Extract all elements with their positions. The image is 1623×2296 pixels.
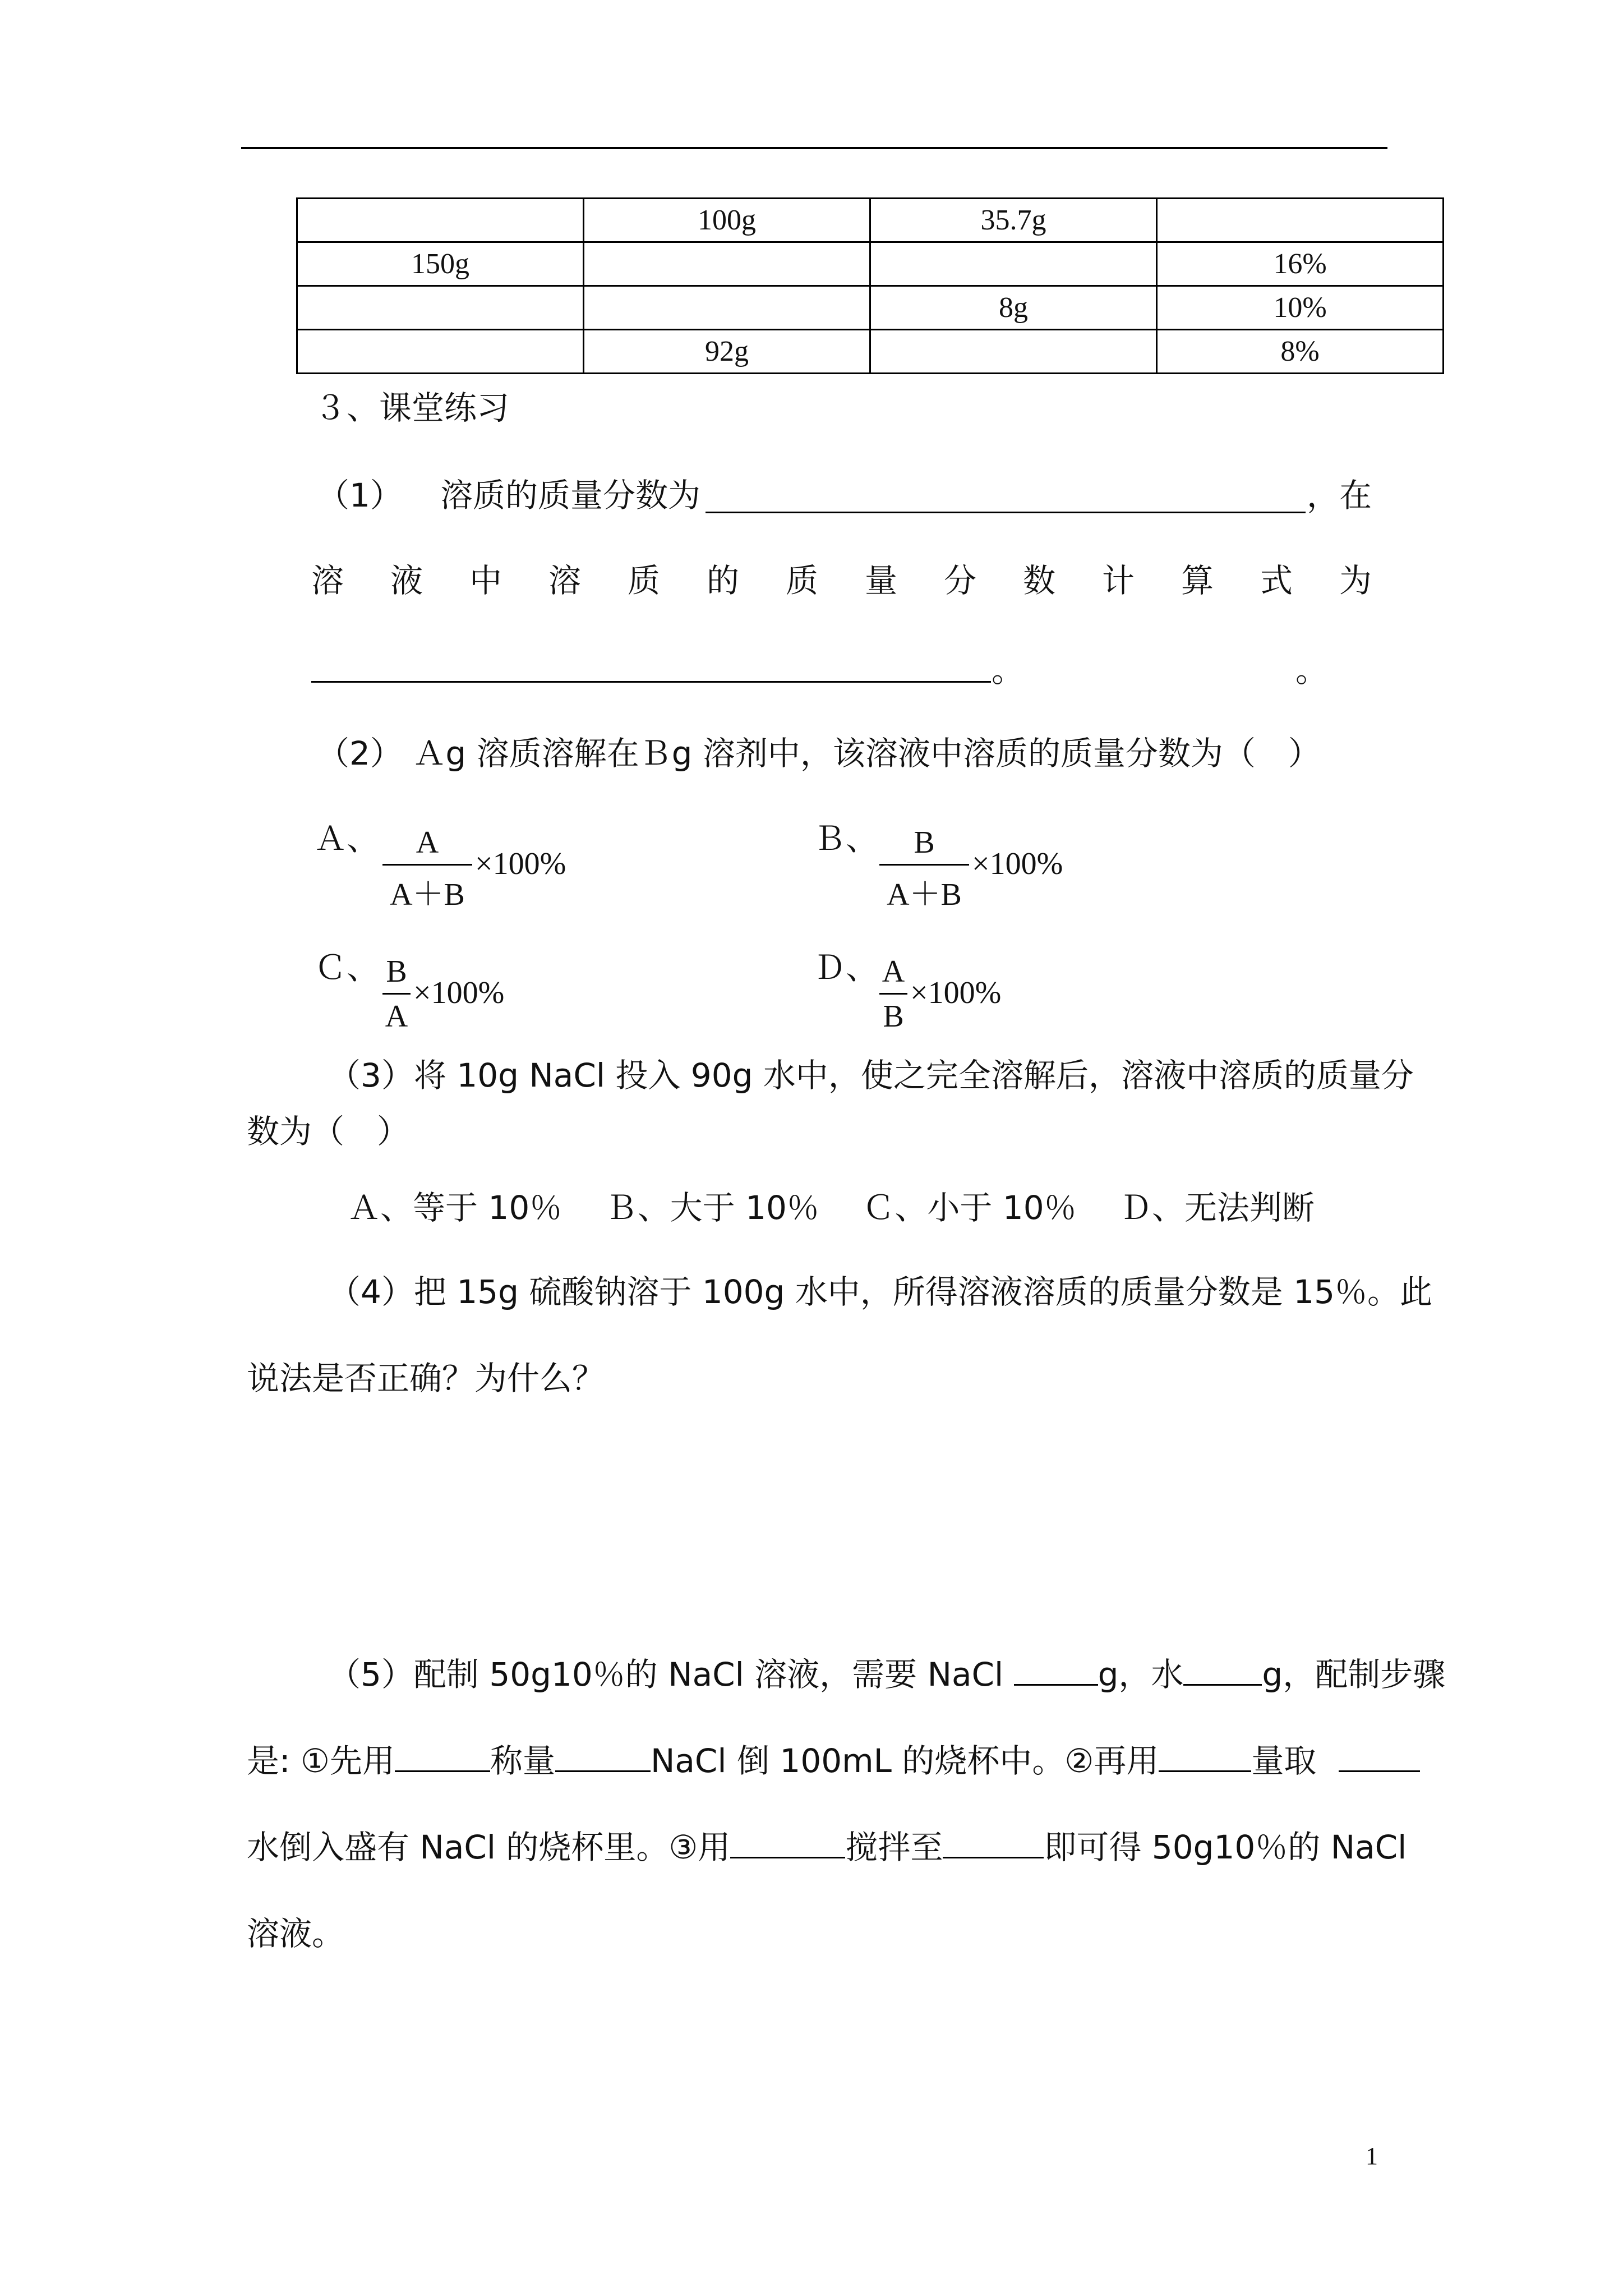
fraction-numerator: A (882, 954, 905, 989)
q2-option-d-fraction (879, 954, 1025, 1038)
q5-blank[interactable] (730, 1857, 845, 1858)
q1-char: 为 (1339, 562, 1372, 600)
q5-text: 是: ①先用 (247, 1742, 395, 1780)
q4-line2: 说法是否正确？为什么？ (247, 1359, 605, 1397)
q2-option-c-label[interactable]: Ｃ、 (314, 949, 380, 987)
mass-fraction-table (296, 197, 1444, 374)
table-cell (870, 242, 1157, 286)
q2-option-b-label[interactable]: Ｂ、 (813, 820, 879, 858)
table-cell: 35.7g (870, 199, 1157, 242)
q5-text: 量取 (1251, 1742, 1317, 1780)
q5-line1 (328, 1655, 1445, 1694)
q1-char: 质 (786, 562, 819, 600)
q5-text: 搅拌至 (845, 1828, 943, 1866)
q5-text: NaCl 倒 100mL 的烧杯中。②再用 (651, 1742, 1159, 1780)
table-cell (297, 199, 584, 242)
q5-blank[interactable] (1183, 1684, 1262, 1686)
table-cell (297, 330, 584, 374)
q5-text: g，水 (1098, 1655, 1184, 1694)
fraction-denominator: A＋B (887, 877, 962, 912)
q5-text: g，配制步骤 (1262, 1655, 1446, 1694)
fraction-numerator: A (416, 825, 439, 860)
q1-char: 数 (1023, 562, 1056, 600)
q2-option-a-label[interactable]: Ａ、 (314, 820, 380, 858)
table-cell (584, 286, 870, 330)
q1-char: 液 (390, 562, 423, 600)
q1-char: 溶 (311, 562, 344, 600)
table-cell: 150g (297, 242, 584, 286)
table-cell: 8% (1157, 330, 1444, 374)
q5-blank[interactable] (555, 1770, 651, 1772)
q5-text: 即可得 50g10％的 NaCl (1044, 1828, 1407, 1866)
q5-blank[interactable] (1159, 1770, 1251, 1772)
q5-blank[interactable] (395, 1770, 490, 1772)
q2-option-d-label[interactable]: Ｄ、 (813, 949, 879, 987)
table-row (297, 242, 1444, 286)
q1-char: 量 (865, 562, 898, 600)
table-cell (1157, 199, 1444, 242)
q3-options[interactable]: Ａ、等于 10％ Ｂ、大于 10％ Ｃ、小于 10％ Ｄ、无法判断 (348, 1189, 1315, 1227)
q5-blank[interactable] (1014, 1684, 1098, 1686)
q1-char: 的 (707, 562, 740, 600)
table-cell: 16% (1157, 242, 1444, 286)
page-number: 1 (1366, 2142, 1378, 2170)
q1-char: 式 (1260, 562, 1293, 600)
q1-char: 质 (628, 562, 661, 600)
header-rule (241, 147, 1387, 149)
q1-text: 溶质的质量分数为 (440, 476, 701, 514)
table-cell: 10% (1157, 286, 1444, 330)
table-cell (584, 242, 870, 286)
section-heading: ３、课堂练习 (314, 389, 510, 427)
q2-option-c-fraction (382, 954, 528, 1038)
table-row (297, 199, 1444, 242)
fraction-multiplier: ×100% (475, 846, 566, 881)
fraction-bar (382, 993, 411, 995)
fraction-multiplier: ×100% (972, 846, 1063, 881)
q5-line4: 溶液。 (247, 1915, 345, 1953)
table-cell: 100g (584, 199, 870, 242)
q3-line2: 数为（ ） (247, 1112, 410, 1151)
fraction-numerator: B (386, 954, 407, 989)
table-cell (297, 286, 584, 330)
fraction-denominator: B (883, 999, 904, 1034)
fraction-bar (879, 864, 969, 866)
q1-char: 算 (1181, 562, 1214, 600)
table-cell (870, 330, 1157, 374)
q5-blank[interactable] (943, 1857, 1044, 1858)
q4-line1: （4）把 15g 硫酸钠溶于 100g 水中，所得溶液溶质的质量分数是 15％。此 (328, 1273, 1433, 1311)
q1-char: 计 (1102, 562, 1135, 600)
q5-text: （5）配制 50g10％的 NaCl 溶液，需要 NaCl (328, 1655, 1014, 1694)
fraction-multiplier: ×100% (910, 976, 1002, 1010)
fraction-denominator: A (385, 999, 408, 1034)
q2-option-a-fraction (382, 825, 573, 912)
fraction-denominator: A＋B (390, 877, 465, 912)
q1-end-mark: 。 (1295, 651, 1329, 689)
fraction-numerator: B (914, 825, 935, 860)
table-cell: 8g (870, 286, 1157, 330)
table-cell: 92g (584, 330, 870, 374)
q5-text: 水倒入盛有 NaCl 的烧杯里。③用 (247, 1828, 731, 1866)
q2-text: （2） Ａg 溶质溶解在Ｂg 溶剂中，该溶液中溶质的质量分数为（ ） (317, 734, 1321, 772)
q1-blank-1[interactable] (706, 512, 1306, 513)
q5-text: 称量 (490, 1742, 555, 1780)
q5-line2 (247, 1741, 1420, 1780)
q1-char: 分 (944, 562, 977, 600)
fraction-bar (879, 993, 907, 995)
q5-line3 (247, 1828, 1407, 1867)
q1-end-mark: 。 (992, 651, 1025, 689)
q5-blank[interactable] (1339, 1770, 1420, 1772)
table-row (297, 330, 1444, 374)
q3-line1: （3）将 10g NaCl 投入 90g 水中，使之完全溶解后，溶液中溶质的质量分 (328, 1056, 1414, 1094)
q1-char: 中 (469, 562, 502, 600)
q1-tail: ，在 (1307, 476, 1372, 514)
q1-char: 溶 (548, 562, 582, 600)
q1-label: （1） (317, 476, 403, 514)
fraction-multiplier: ×100% (413, 976, 505, 1010)
fraction-bar (382, 864, 472, 866)
q1-blank-2[interactable] (311, 681, 991, 683)
q2-option-b-fraction (879, 825, 1070, 912)
table-row (297, 286, 1444, 330)
